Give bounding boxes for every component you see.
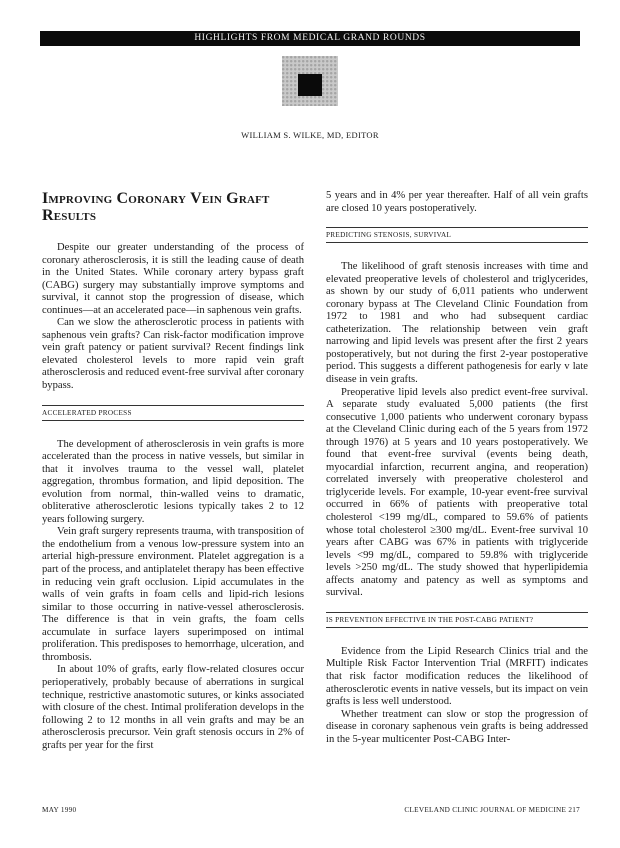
body-paragraph: The likelihood of graft stenosis increases with time and elevated preoperative levels of cholesterol and triglycerides, as shown by our study of 6,011 patients who underwent coronary bypass at The Cleveland Clinic Foundation from 1972 to 1981 and who had subsequent cardiac catheterization. The relationship between vein graft narrowing and lipid levels was present after the first 2 years postoperatively, but not during the first 2-year postoperative period. This suggests a different pathogenesis for early v late disease in vein grafts. bbox=[326, 261, 588, 386]
body-paragraph: Preoperative lipid levels also predict event-free survival. A separate study evaluated 5,000 patients (the first consecutive 1,000 patients who underwent coronary bypass at the Cleveland Clinic during each of the 5 years from 1972 through 1976) at 5 years and 10 years postoperatively. We found that event-free survival (events being death, myocardial infarction, recurrent angina, and reoperation) correlated inversely with preoperative cholesterol and triglyceride levels. For example, 10-year event-free survival occurred in 66% of patients with preoperative total cholesterol <199 mg/dL, compared to 59.6% of patients whose total cholesterol ≥300 mg/dL. Event-free survival 10 years after CABG was 67% in patients with triglyceride levels <99 mg/dL, compared to 59.8% with triglyceride levels >250 mg/dL. The study showed that hyperlipidemia affects anatomy and patency as well as symptoms and survival. bbox=[326, 386, 588, 599]
intro-paragraph: Can we slow the atherosclerotic process in patients with saphenous vein grafts? Can risk-factor modification improve vein graft patency or patient survival? Recent findings link elevated cholesterol levels to more rapid vein graft atherosclerosis and reduced event-free survival after coronary bypass. bbox=[42, 317, 304, 392]
body-paragraph: Vein graft surgery represents trauma, with transposition of the endothelium from a venous low-pressure system into an arterial high-pressure environment. Platelet aggregation is a part of the process, and antiplatelet therapy has been effective in reducing vein graft occlusion. Lipid accumulates in the walls of vein grafts in foam cells and lipid-rich lesions similar to those occurring in native-vessel atherosclerosis. The difference is that in vein grafts, the foam cells accumulate in surface layers superimposed on intimal proliferation. This predisposes to hemorrhage, ulceration, and thrombosis. bbox=[42, 526, 304, 663]
department-logo-icon bbox=[282, 56, 338, 106]
article-title: Improving Coronary Vein Graft Results bbox=[42, 190, 270, 224]
body-paragraph: The development of atherosclerosis in vein grafts is more accelerated than the process in native vessels, but similar in that it involves trauma to the vessel wall, platelet aggregation, thrombus formation, and lipid deposition. The evolution from normal, thin-walled veins to dramatic, obliterative atherosclerotic lesions typically takes 2 to 12 years following surgery. bbox=[42, 438, 304, 525]
section-banner: HIGHLIGHTS FROM MEDICAL GRAND ROUNDS bbox=[40, 31, 580, 46]
body-paragraph: Whether treatment can slow or stop the progression of disease in coronary saphenous vein grafts is being addressed in the 5-year multicenter Post-CABG Inter- bbox=[326, 708, 588, 745]
editor-credit: WILLIAM S. WILKE, MD, EDITOR bbox=[241, 130, 379, 140]
left-column bbox=[42, 190, 304, 752]
section-heading-predicting-stenosis: PREDICTING STENOSIS, SURVIVAL bbox=[326, 227, 588, 243]
continued-paragraph: 5 years and in 4% per year thereafter. Half of all vein grafts are closed 10 years postoperatively. bbox=[326, 190, 588, 214]
intro-paragraph: Despite our greater understanding of the process of coronary atherosclerosis, it is still the leading cause of death in the United States. While coronary artery bypass graft (CABG) surgery may substantially improve symptoms and survival, it cannot stop the progression of disease, which continues—at an accelerated pace—in saphenous vein grafts. bbox=[42, 242, 304, 316]
body-paragraph: Evidence from the Lipid Research Clinics trial and the Multiple Risk Factor Intervention Trial (MRFIT) indicates that risk factor modification reduces the likelihood of atherosclerotic events in native vessels, but its impact on vein grafts is less well understood. bbox=[326, 645, 588, 708]
section-heading-accelerated-process: ACCELERATED PROCESS bbox=[42, 405, 304, 421]
footer-date: MAY 1990 bbox=[42, 806, 77, 814]
body-paragraph: In about 10% of grafts, early flow-related closures occur perioperatively, probably because of aberrations in surgical technique, restrictive anastomotic sutures, or kinks associated with closure of the chest. Intimal proliferation develops in the following 2 to 12 months in all vein grafts and may be an atherosclerosis precursor. Vein graft stenosis occurs in 2% of grafts per year for the first bbox=[42, 664, 304, 751]
footer-journal-page: CLEVELAND CLINIC JOURNAL OF MEDICINE 217 bbox=[404, 806, 580, 814]
section-heading-prevention: IS PREVENTION EFFECTIVE IN THE POST-CABG PATIENT? bbox=[326, 612, 588, 628]
right-column bbox=[326, 190, 588, 746]
